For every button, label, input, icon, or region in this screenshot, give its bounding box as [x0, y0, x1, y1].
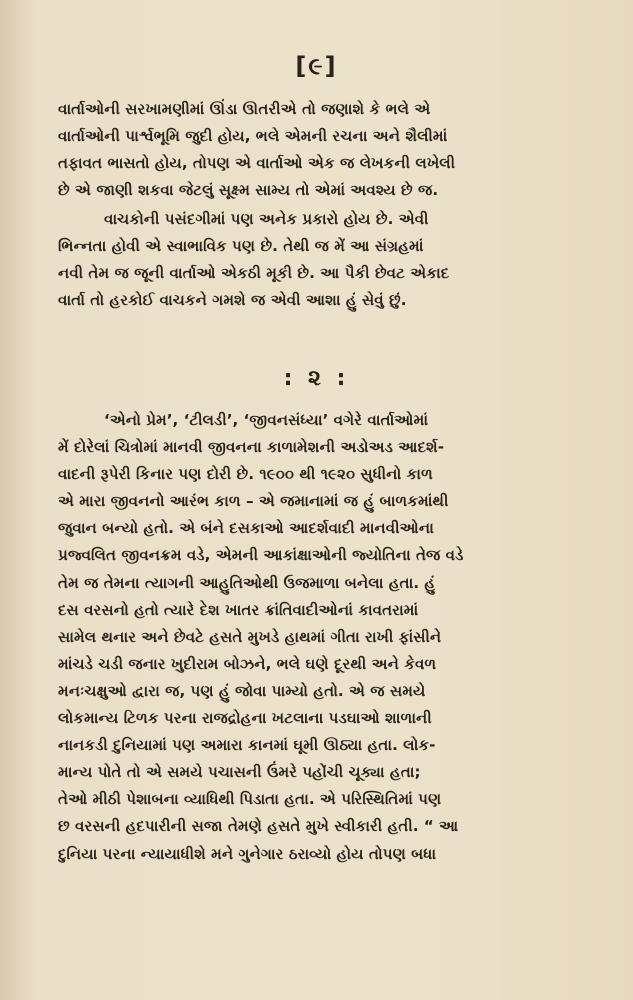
- text-line: નાનકડી દુનિયામાં પણ અમારા કાનમાં ઘૂમી ઊઠ્યા હતા. લોક-: [58, 736, 436, 755]
- text-line: દસ વરસનો હતો ત્યારે દેશ ખાતર ક્રાંતિવાદીઓનાં કાવતરામાં: [58, 600, 419, 619]
- paragraph-1: [58, 96, 580, 204]
- text-line: વાર્તાઓની પાર્શ્વભૂમિ જુદી હોય, ભલે એમની રચના અને શૈલીમાં: [58, 127, 448, 146]
- text-line: છ વરસની હદપારીની સજા તેમણે હસતે મુખે સ્વીકારી હતી. “ આ: [58, 817, 459, 836]
- text-line: ભિન્નતા હોવી એ સ્વાભાવિક પણ છે. તેથી જ મેં આ સંગ્રહમાં: [58, 237, 424, 256]
- text-line: છે એ જાણી શકવા જેટલું સૂક્ષ્મ સામ્ય તો એમાં અવશ્ય છે જ.: [58, 181, 439, 200]
- text-line: વાર્તાઓની સરખામણીમાં ઊંડા ઊતરીએ તો જણાશે કે ભલે એ: [58, 100, 431, 118]
- text-line: તફાવત ભાસતો હોય, તોપણ એ વાર્તાઓ એક જ લેખકની લખેલી: [58, 154, 456, 173]
- text-line: મેં દોરેલાં ચિત્રોમાં માનવી જીવનના કાળામેશની અડોઅડ આદર્શ-: [58, 438, 445, 457]
- text-line: મનઃચક્ષુઓ દ્વારા જ, પણ હું જોવા પામ્યો હતો. એ જ સમયે: [58, 681, 426, 700]
- page-number: [૯]: [295, 52, 338, 80]
- text-line: સામેલ થનાર અને છેવટે હસતે મુખડે હાથમાં ગીતા રાખી ફાંસીને: [58, 627, 442, 646]
- text-line: વાર્તા તો હરકોઈ વાચકને ગમશે જ એવી આશા હું સેવું છું.: [58, 291, 407, 310]
- text-line: એ મારા જીવનનો આરંભ કાળ – એ જમાનામાં જ હું બાળકમાંથી: [58, 492, 449, 511]
- text-line: દુનિયા પરના ન્યાયાધીશે મને ગુનેગાર ઠરાવ્યો હોય તોપણ બધા: [58, 844, 437, 863]
- section-number: : ૨ :: [283, 366, 350, 391]
- text-line: નવી તેમ જ જૂની વાર્તાઓ એકઠી મૂકી છે. આ પૈકી છેવટ એકાદ: [58, 264, 450, 283]
- text-line: પ્રજ્વલિત જીવનક્રમ વડે, એમની આકાંક્ષાઓની જ્યોતિના તેજ વડે: [58, 546, 464, 565]
- text-line: તેઓ મીઠી પેશાબના વ્યાધિથી પિડાતા હતા. એ પરિસ્થિતિમાં પણ: [58, 790, 442, 809]
- text-line: વાદની રૂપેરી કિનાર પણ દોરી છે. ૧૯૦૦ થી ૧૯૨૦ સુધીનો કાળ: [58, 465, 433, 484]
- paragraph-2: [58, 206, 580, 314]
- text-line: લોકમાન્ય ટિળક પરના રાજદ્રોહના ખટલાના પડઘાઓ શાળાની: [58, 709, 432, 728]
- text-line: જુવાન બન્યો હતો. એ બંને દસકાઓ આદર્શવાદી માનવીઓના: [58, 519, 434, 538]
- text-line: તેમ જ તેમના ત્યાગની આહુતિઓથી ઉજમાળા બનેલા હતા. હું: [58, 573, 436, 592]
- text-line: માંચડે ચડી જનાર ખુદીરામ બોઝને, ભલે ઘણે દૂરથી અને કેવળ: [58, 654, 437, 673]
- text-line: માન્ય પોતે તો એ સમયે પચાસની ઉંમરે પહોંચી ચૂક્યા હતા;: [58, 763, 421, 782]
- text-line: વાચકોની પસંદગીમાં પણ અનેક પ્રકારો હોય છે. એવી: [104, 210, 429, 228]
- text-line: ‘એનો પ્રેમ’, ‘ટીલડી’, ‘જીવનસંધ્યા’ વગેરે વાર્તાઓમાં: [104, 411, 429, 429]
- paragraph-3: [58, 407, 580, 868]
